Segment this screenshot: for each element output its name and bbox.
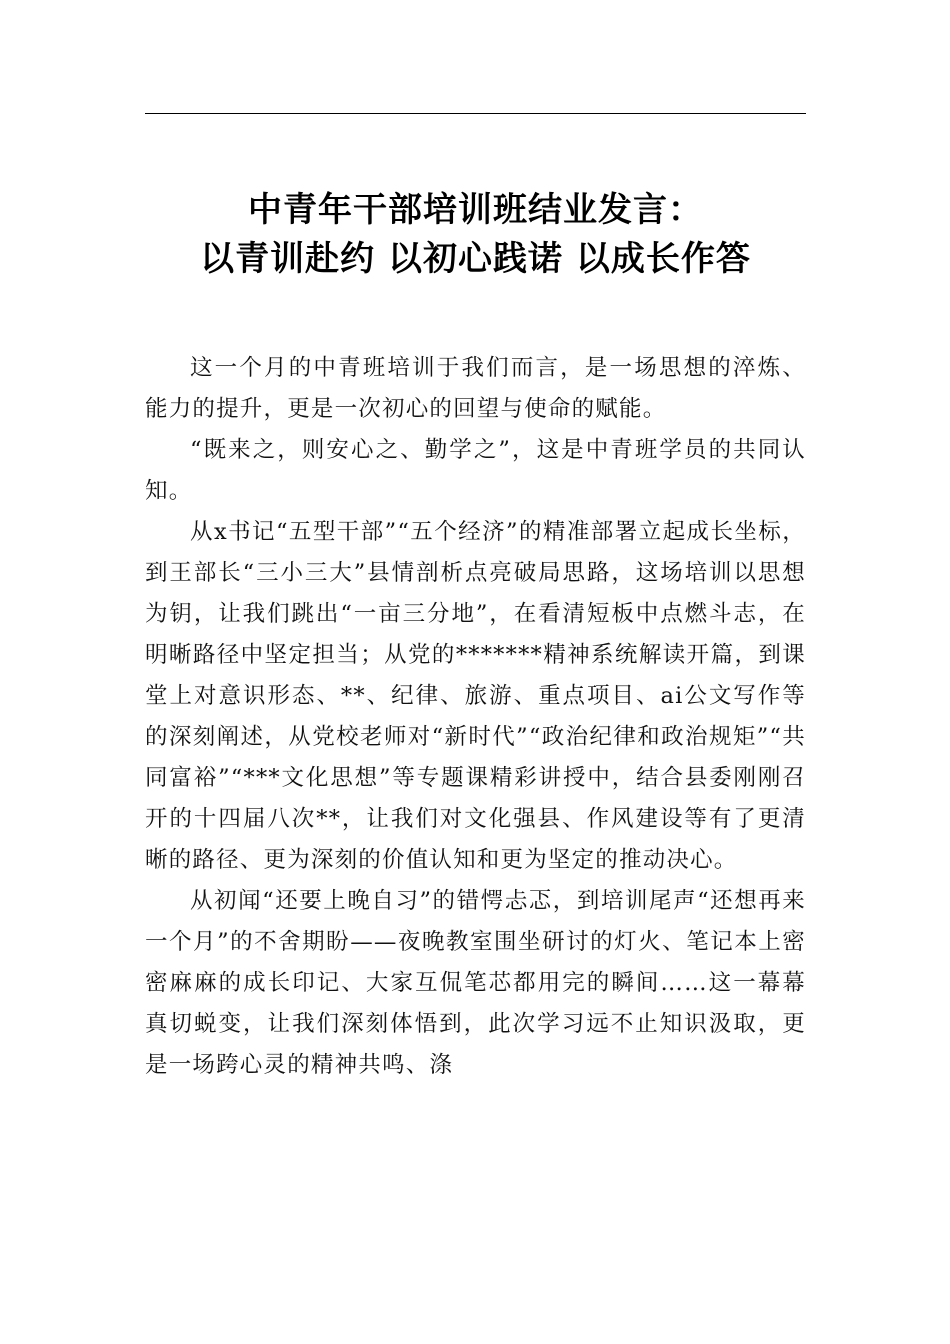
paragraph-1: 这一个月的中青班培训于我们而言，是一场思想的淬炼、能力的提升，更是一次初心的回望与使命的赋能。 bbox=[145, 355, 806, 422]
paragraph-3: 从x书记“五型干部”“五个经济”的精准部署立起成长坐标，到王部长“三小三大”县情剖析点亮破局思路，这场培训以思想为钥，让我们跳出“一亩三分地”，在看清短板中点燃斗志，在明晰路径中坚定担当；从党的*******精神系统解读开篇，到课堂上对意识形态、**、纪律、旅游、重点项目、ai公文写作等的深刻阐述，从党校老师对“新时代”“政治纪律和政治规矩”“共同富裕”“***文化思想”等专题课精彩讲授中，结合县委刚刚召开的十四届八次**，让我们对文化强县、作风建设等有了更清晰的路径、更为深刻的价值认知和更为坚定的推动决心。 bbox=[145, 519, 806, 873]
header-rule bbox=[145, 113, 806, 114]
document-body bbox=[145, 348, 806, 1086]
title-line-2: 以青训赴约 以初心践诺 以成长作答 bbox=[200, 239, 751, 279]
document-title bbox=[145, 186, 806, 284]
paragraph-4: 从初闻“还要上晚自习”的错愕忐忑，到培训尾声“还想再来一个月”的不舍期盼——夜晚教室围坐研讨的灯火、笔记本上密密麻麻的成长印记、大家互侃笔芯都用完的瞬间……这一幕幕真切蜕变，让我们深刻体悟到，此次学习远不止知识汲取，更是一场跨心灵的精神共鸣、涤 bbox=[145, 888, 806, 1078]
paragraph-2: “既来之，则安心之、勤学之”，这是中青班学员的共同认知。 bbox=[145, 437, 806, 504]
title-line-1: 中青年干部培训班结业发言： bbox=[248, 190, 703, 230]
